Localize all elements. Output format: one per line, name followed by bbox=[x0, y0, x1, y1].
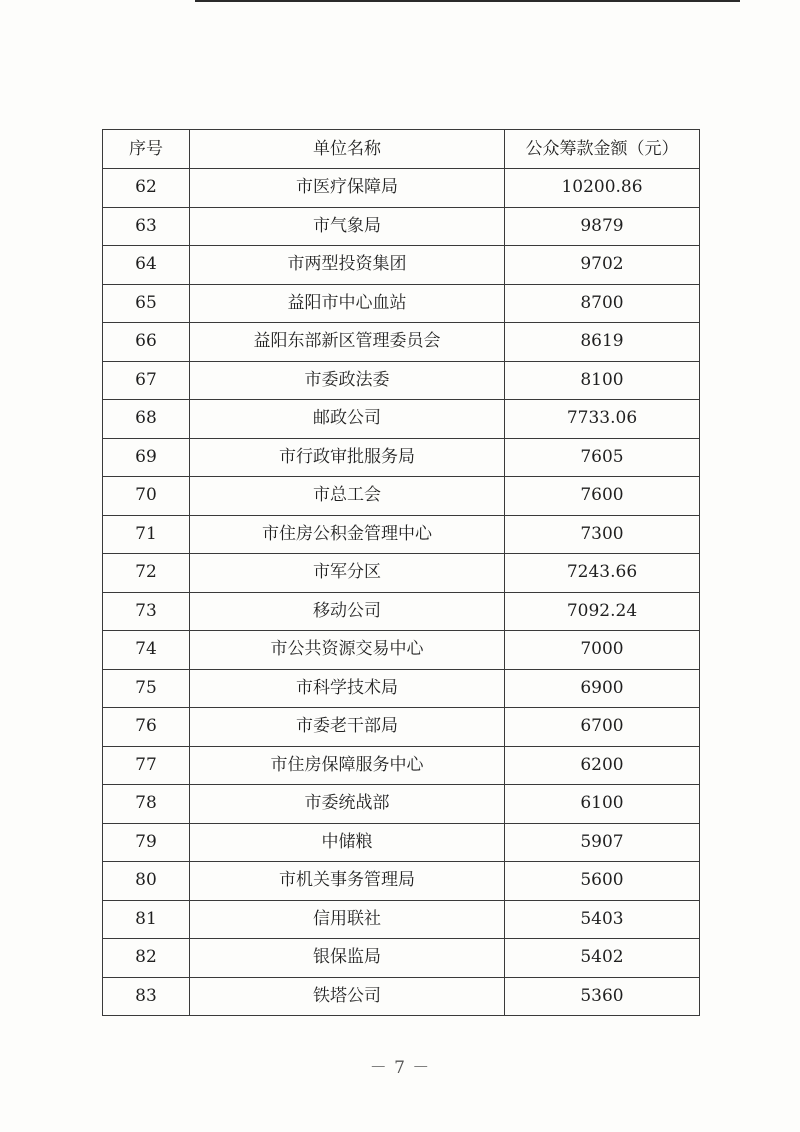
cell-unit-name: 益阳东部新区管理委员会 bbox=[190, 323, 505, 362]
table-row bbox=[103, 669, 700, 708]
cell-amount: 7605 bbox=[505, 438, 700, 477]
cell-index: 73 bbox=[103, 592, 190, 631]
header-row bbox=[103, 130, 700, 169]
cell-unit-name: 市总工会 bbox=[190, 477, 505, 516]
cell-unit-name: 市住房保障服务中心 bbox=[190, 746, 505, 785]
cell-amount: 9702 bbox=[505, 246, 700, 285]
table-row bbox=[103, 284, 700, 323]
table-row bbox=[103, 785, 700, 824]
cell-amount: 8100 bbox=[505, 361, 700, 400]
cell-index: 72 bbox=[103, 554, 190, 593]
cell-index: 78 bbox=[103, 785, 190, 824]
table-row bbox=[103, 708, 700, 747]
table-row bbox=[103, 207, 700, 246]
cell-unit-name: 市医疗保障局 bbox=[190, 169, 505, 208]
header-index: 序号 bbox=[103, 130, 190, 169]
cell-index: 67 bbox=[103, 361, 190, 400]
top-rule bbox=[195, 0, 740, 2]
cell-unit-name: 信用联社 bbox=[190, 900, 505, 939]
donation-table bbox=[102, 129, 700, 1016]
table-row bbox=[103, 438, 700, 477]
cell-index: 65 bbox=[103, 284, 190, 323]
table-row bbox=[103, 554, 700, 593]
cell-unit-name: 市两型投资集团 bbox=[190, 246, 505, 285]
cell-index: 62 bbox=[103, 169, 190, 208]
cell-unit-name: 市机关事务管理局 bbox=[190, 862, 505, 901]
table-row bbox=[103, 515, 700, 554]
table-row bbox=[103, 631, 700, 670]
table-header bbox=[103, 130, 700, 169]
cell-index: 74 bbox=[103, 631, 190, 670]
cell-index: 83 bbox=[103, 977, 190, 1016]
header-amount: 公众筹款金额（元） bbox=[505, 130, 700, 169]
cell-amount: 5600 bbox=[505, 862, 700, 901]
cell-amount: 5360 bbox=[505, 977, 700, 1016]
cell-amount: 5907 bbox=[505, 823, 700, 862]
table-body bbox=[103, 169, 700, 1016]
cell-unit-name: 中储粮 bbox=[190, 823, 505, 862]
cell-unit-name: 市气象局 bbox=[190, 207, 505, 246]
cell-index: 70 bbox=[103, 477, 190, 516]
cell-amount: 9879 bbox=[505, 207, 700, 246]
cell-unit-name: 益阳市中心血站 bbox=[190, 284, 505, 323]
cell-amount: 6200 bbox=[505, 746, 700, 785]
cell-index: 75 bbox=[103, 669, 190, 708]
cell-index: 66 bbox=[103, 323, 190, 362]
cell-amount: 7733.06 bbox=[505, 400, 700, 439]
cell-unit-name: 市公共资源交易中心 bbox=[190, 631, 505, 670]
page-number: － 7 － bbox=[369, 1058, 431, 1078]
table-row bbox=[103, 900, 700, 939]
cell-index: 79 bbox=[103, 823, 190, 862]
cell-amount: 8700 bbox=[505, 284, 700, 323]
cell-amount: 5402 bbox=[505, 939, 700, 978]
cell-amount: 7092.24 bbox=[505, 592, 700, 631]
cell-index: 81 bbox=[103, 900, 190, 939]
cell-amount: 8619 bbox=[505, 323, 700, 362]
cell-unit-name: 移动公司 bbox=[190, 592, 505, 631]
cell-amount: 5403 bbox=[505, 900, 700, 939]
header-unit-name: 单位名称 bbox=[190, 130, 505, 169]
cell-amount: 7300 bbox=[505, 515, 700, 554]
cell-unit-name: 市住房公积金管理中心 bbox=[190, 515, 505, 554]
table-row bbox=[103, 361, 700, 400]
cell-index: 69 bbox=[103, 438, 190, 477]
table-row bbox=[103, 169, 700, 208]
cell-amount: 10200.86 bbox=[505, 169, 700, 208]
cell-index: 82 bbox=[103, 939, 190, 978]
cell-index: 64 bbox=[103, 246, 190, 285]
cell-unit-name: 邮政公司 bbox=[190, 400, 505, 439]
table-row bbox=[103, 323, 700, 362]
table-row bbox=[103, 246, 700, 285]
cell-unit-name: 市委统战部 bbox=[190, 785, 505, 824]
table-row bbox=[103, 939, 700, 978]
cell-unit-name: 市委老干部局 bbox=[190, 708, 505, 747]
cell-index: 80 bbox=[103, 862, 190, 901]
cell-index: 71 bbox=[103, 515, 190, 554]
table-row bbox=[103, 862, 700, 901]
cell-index: 63 bbox=[103, 207, 190, 246]
table-row bbox=[103, 400, 700, 439]
cell-unit-name: 市军分区 bbox=[190, 554, 505, 593]
table-row bbox=[103, 477, 700, 516]
cell-amount: 7600 bbox=[505, 477, 700, 516]
table-row bbox=[103, 592, 700, 631]
cell-amount: 6100 bbox=[505, 785, 700, 824]
cell-unit-name: 市行政审批服务局 bbox=[190, 438, 505, 477]
table-row bbox=[103, 823, 700, 862]
cell-index: 76 bbox=[103, 708, 190, 747]
table-row bbox=[103, 746, 700, 785]
cell-unit-name: 铁塔公司 bbox=[190, 977, 505, 1016]
cell-amount: 6700 bbox=[505, 708, 700, 747]
cell-unit-name: 市委政法委 bbox=[190, 361, 505, 400]
cell-amount: 6900 bbox=[505, 669, 700, 708]
cell-amount: 7243.66 bbox=[505, 554, 700, 593]
table-row bbox=[103, 977, 700, 1016]
cell-index: 77 bbox=[103, 746, 190, 785]
cell-index: 68 bbox=[103, 400, 190, 439]
cell-unit-name: 银保监局 bbox=[190, 939, 505, 978]
cell-amount: 7000 bbox=[505, 631, 700, 670]
cell-unit-name: 市科学技术局 bbox=[190, 669, 505, 708]
document-page bbox=[102, 129, 698, 1016]
